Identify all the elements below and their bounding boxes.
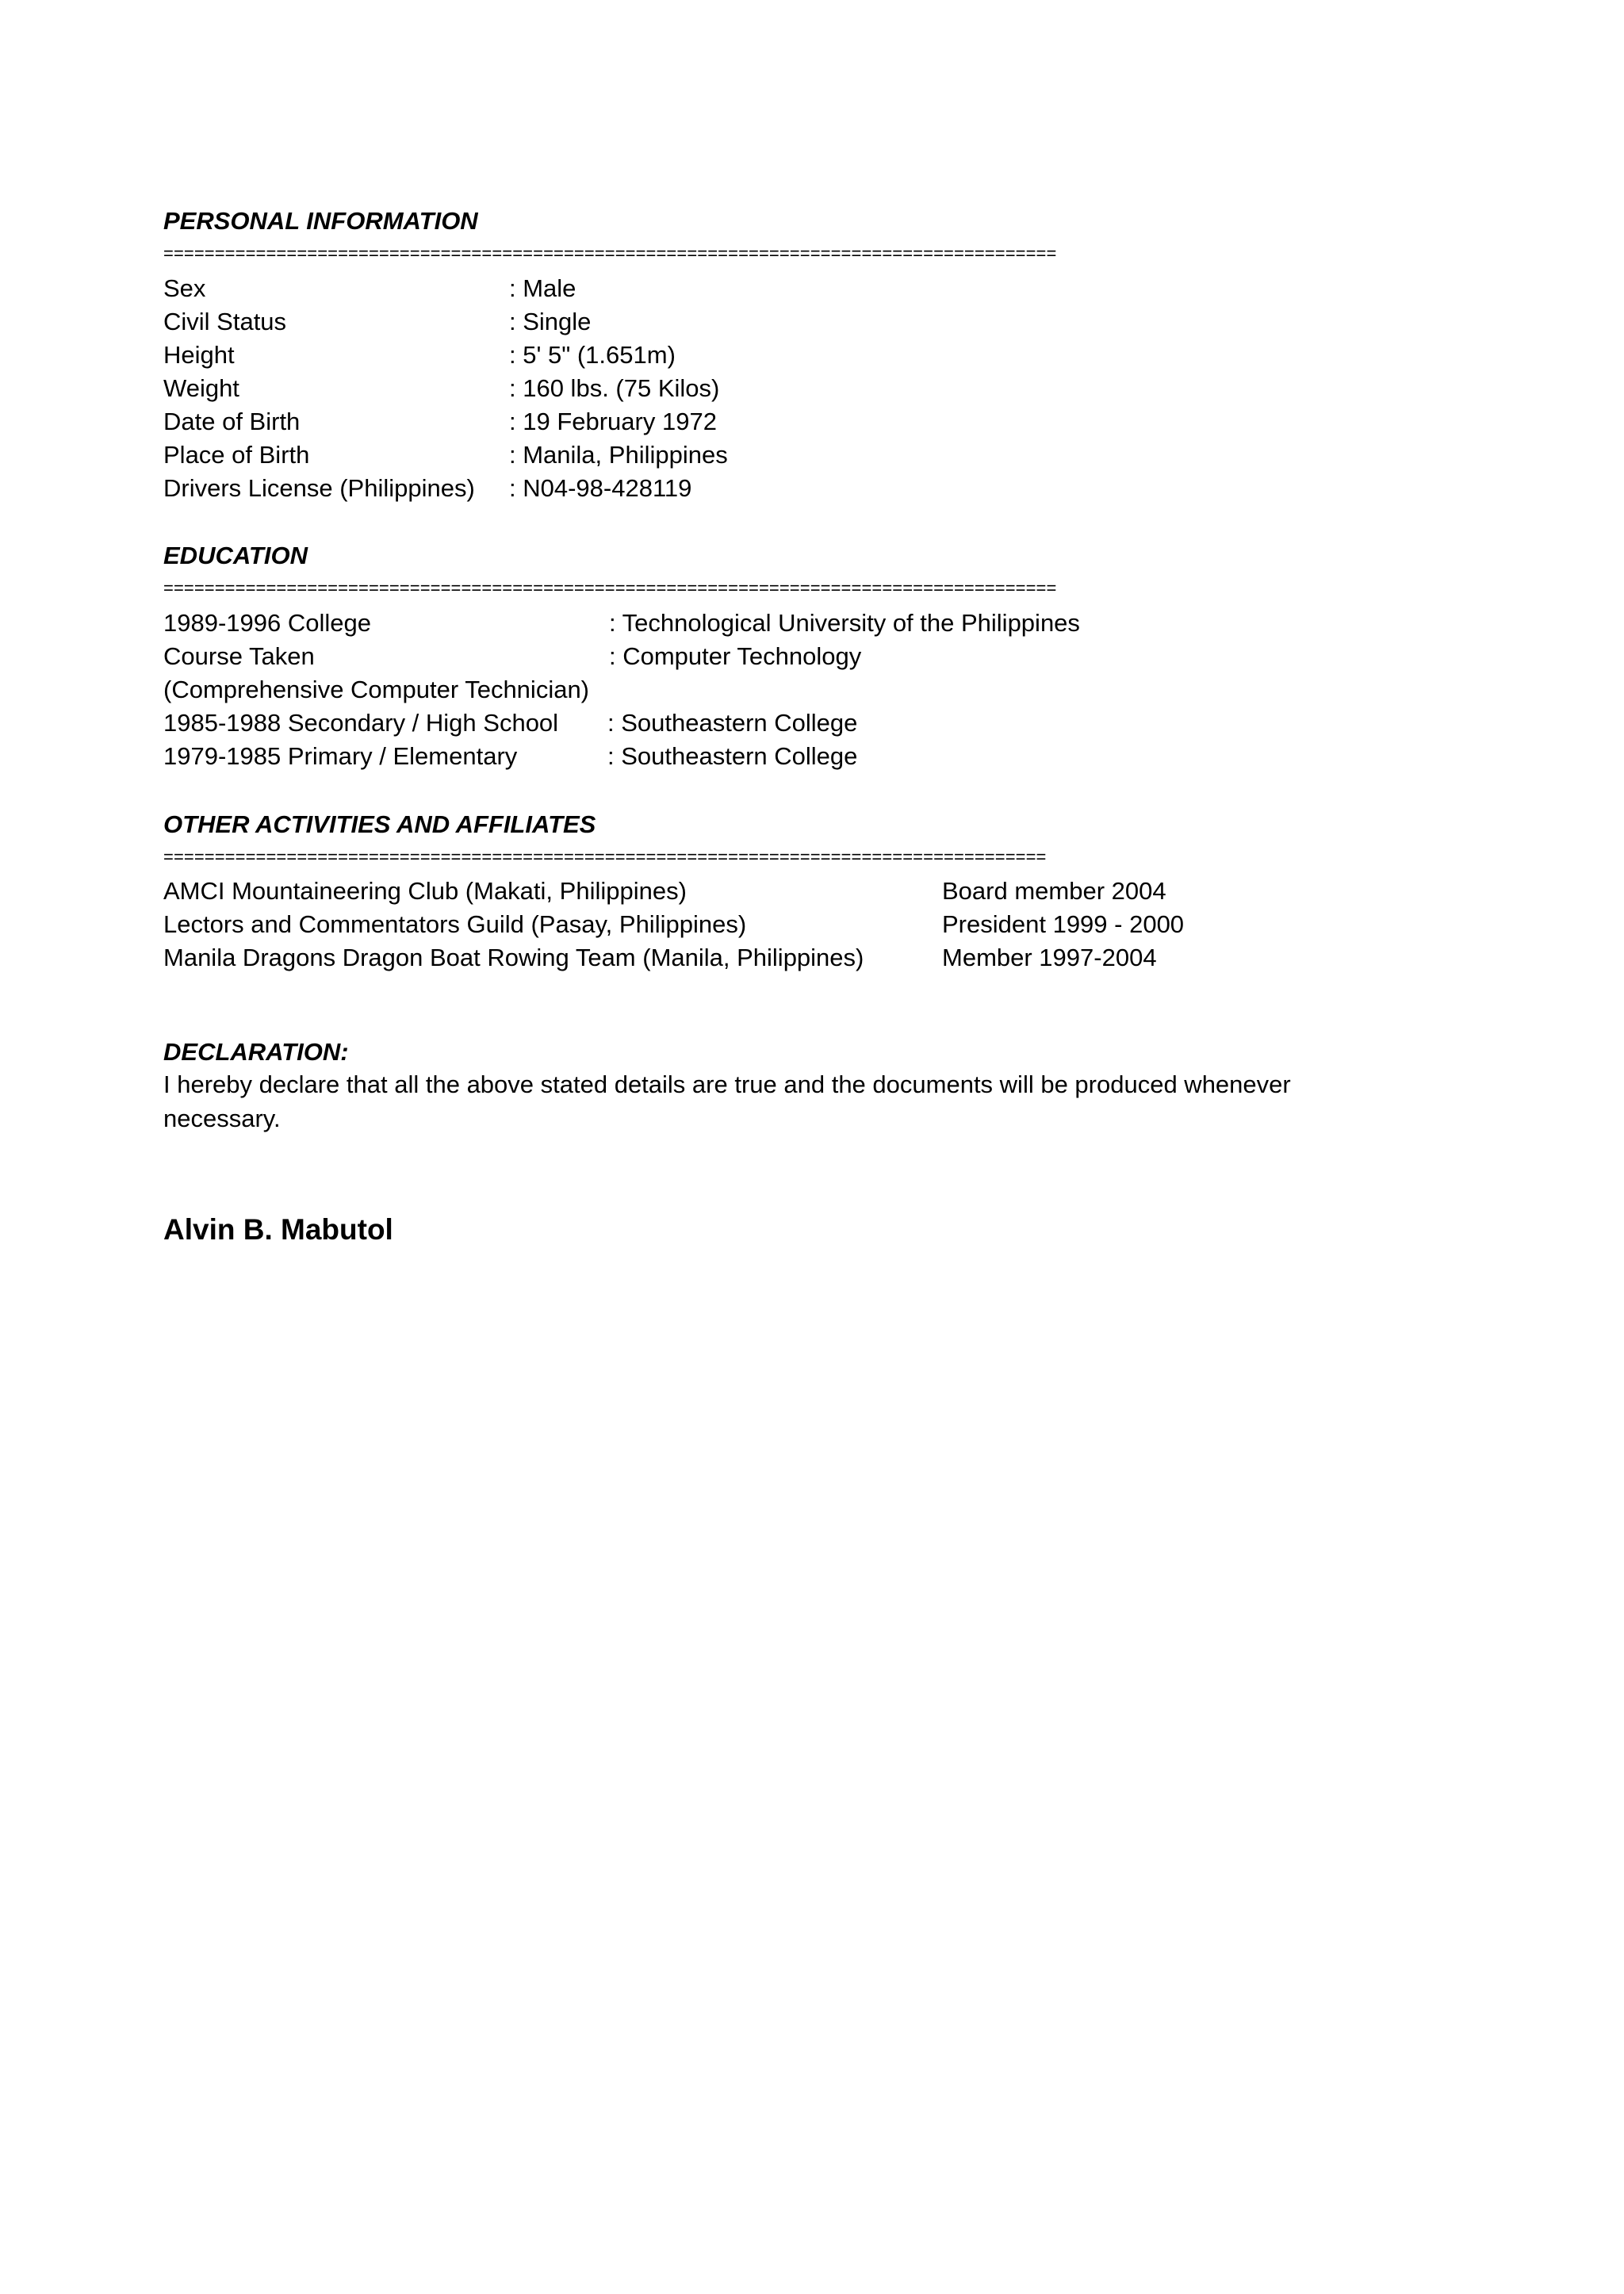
education-label: Course Taken	[163, 642, 315, 670]
activity-name: Manila Dragons Dragon Boat Rowing Team (Manila, Philippines)	[163, 944, 864, 971]
education-value: : Southeastern College	[607, 742, 858, 770]
personal-information-heading: PERSONAL INFORMATION	[163, 207, 478, 235]
personal-label: Civil Status	[163, 308, 287, 335]
declaration-heading: DECLARATION:	[163, 1038, 349, 1066]
personal-value: : Single	[509, 308, 592, 335]
personal-label: Date of Birth	[163, 408, 301, 435]
signature-name: Alvin B. Mabutol	[163, 1213, 393, 1246]
education-divider: =======================================================================================	[163, 578, 1057, 598]
personal-value: : 19 February 1972	[509, 408, 717, 435]
activity-name: Lectors and Commentators Guild (Pasay, Philippines)	[163, 910, 747, 938]
activity-role: Board member 2004	[942, 877, 1166, 905]
education-value: : Southeastern College	[607, 709, 858, 737]
education-value: : Computer Technology	[609, 642, 862, 670]
activity-role: Member 1997-2004	[942, 944, 1157, 971]
education-label: 1989-1996 College	[163, 609, 371, 637]
personal-value: : 160 lbs. (75 Kilos)	[509, 374, 720, 402]
education-label: 1985-1988 Secondary / High School	[163, 709, 559, 737]
education-heading: EDUCATION	[163, 542, 308, 569]
personal-label: Weight	[163, 374, 239, 402]
personal-information-divider: =======================================================================================	[163, 243, 1057, 263]
personal-label: Drivers License (Philippines)	[163, 474, 475, 502]
education-label: 1979-1985 Primary / Elementary	[163, 742, 518, 770]
education-value: : Technological University of the Philippines	[609, 609, 1080, 637]
personal-value: : Manila, Philippines	[509, 441, 728, 469]
declaration-text: I hereby declare that all the above stated details are true and the documents will be produced whenever necessary.	[163, 1070, 1291, 1132]
personal-label: Height	[163, 341, 235, 369]
personal-label: Place of Birth	[163, 441, 310, 469]
personal-value: : 5' 5" (1.651m)	[509, 341, 676, 369]
personal-value: : N04-98-428119	[509, 474, 692, 502]
activities-heading: OTHER ACTIVITIES AND AFFILIATES	[163, 810, 596, 838]
activity-name: AMCI Mountaineering Club (Makati, Philippines)	[163, 877, 687, 905]
activity-role: President 1999 - 2000	[942, 910, 1185, 938]
personal-value: : Male	[509, 274, 576, 302]
personal-label: Sex	[163, 274, 206, 302]
education-label: (Comprehensive Computer Technician)	[163, 676, 590, 703]
activities-divider: ======================================================================================	[163, 847, 1047, 867]
